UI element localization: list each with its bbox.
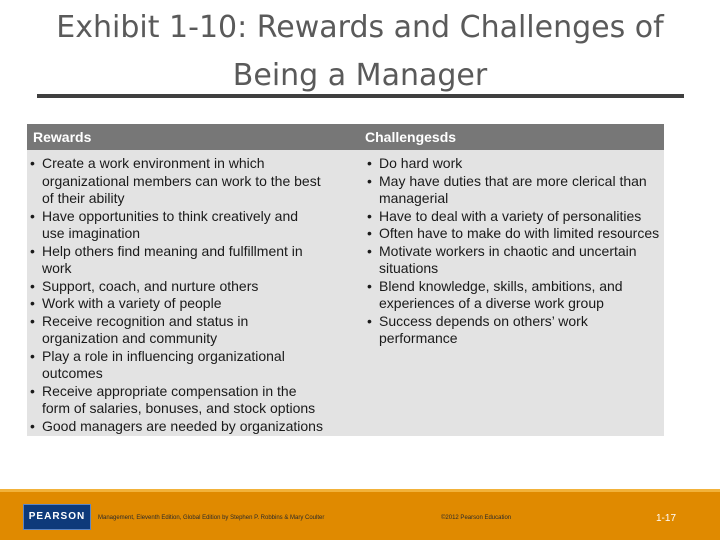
table-body — [27, 150, 664, 436]
list-item: • Receive appropriate compensation in the form of salaries, bonuses, and stock options — [28, 383, 324, 418]
table-header — [27, 124, 664, 150]
footer-copyright: ©2012 Pearson Education — [441, 515, 512, 521]
list-item: • Blend knowledge, skills, ambitions, and experiences of a diverse work group — [365, 278, 661, 313]
list-item: • Have to deal with a variety of personalities — [365, 208, 661, 226]
list-item: • Do hard work — [365, 155, 661, 173]
list-item: • Often have to make do with limited resources — [365, 225, 661, 243]
list-item: • Motivate workers in chaotic and uncertain situations — [365, 243, 661, 278]
list-item: • Receive recognition and status in organization and community — [28, 313, 324, 348]
list-item: • Work with a variety of people — [28, 295, 324, 313]
list-item: • Help others find meaning and fulfillment in work — [28, 243, 324, 278]
pearson-logo: PEARSON — [23, 504, 91, 530]
rewards-header: Rewards — [33, 129, 92, 145]
title-line-2: Being a Manager — [232, 58, 488, 93]
challenges-list — [365, 155, 661, 348]
rewards-list — [28, 155, 324, 435]
footer-book-credit: Management, Eleventh Edition, Global Edition by Stephen P. Robbins & Mary Coulter — [98, 515, 325, 521]
list-item: • Play a role in influencing organizational outcomes — [28, 348, 324, 383]
list-item: • May have duties that are more clerical than managerial — [365, 173, 661, 208]
challenges-header: Challengesds — [365, 129, 457, 145]
list-item: • Support, coach, and nurture others — [28, 278, 324, 296]
list-item: • Good managers are needed by organizations — [28, 418, 324, 436]
list-item: • Have opportunities to think creatively and use imagination — [28, 208, 324, 243]
list-item: • Create a work environment in which organizational members can work to the best of their ability — [28, 155, 324, 208]
list-item: • Success depends on others’ work performance — [365, 313, 661, 348]
page-number: 1-17 — [656, 513, 677, 524]
slide-title — [40, 4, 680, 100]
title-line-1: Exhibit 1-10: Rewards and Challenges of — [56, 10, 664, 45]
title-divider — [37, 94, 684, 98]
